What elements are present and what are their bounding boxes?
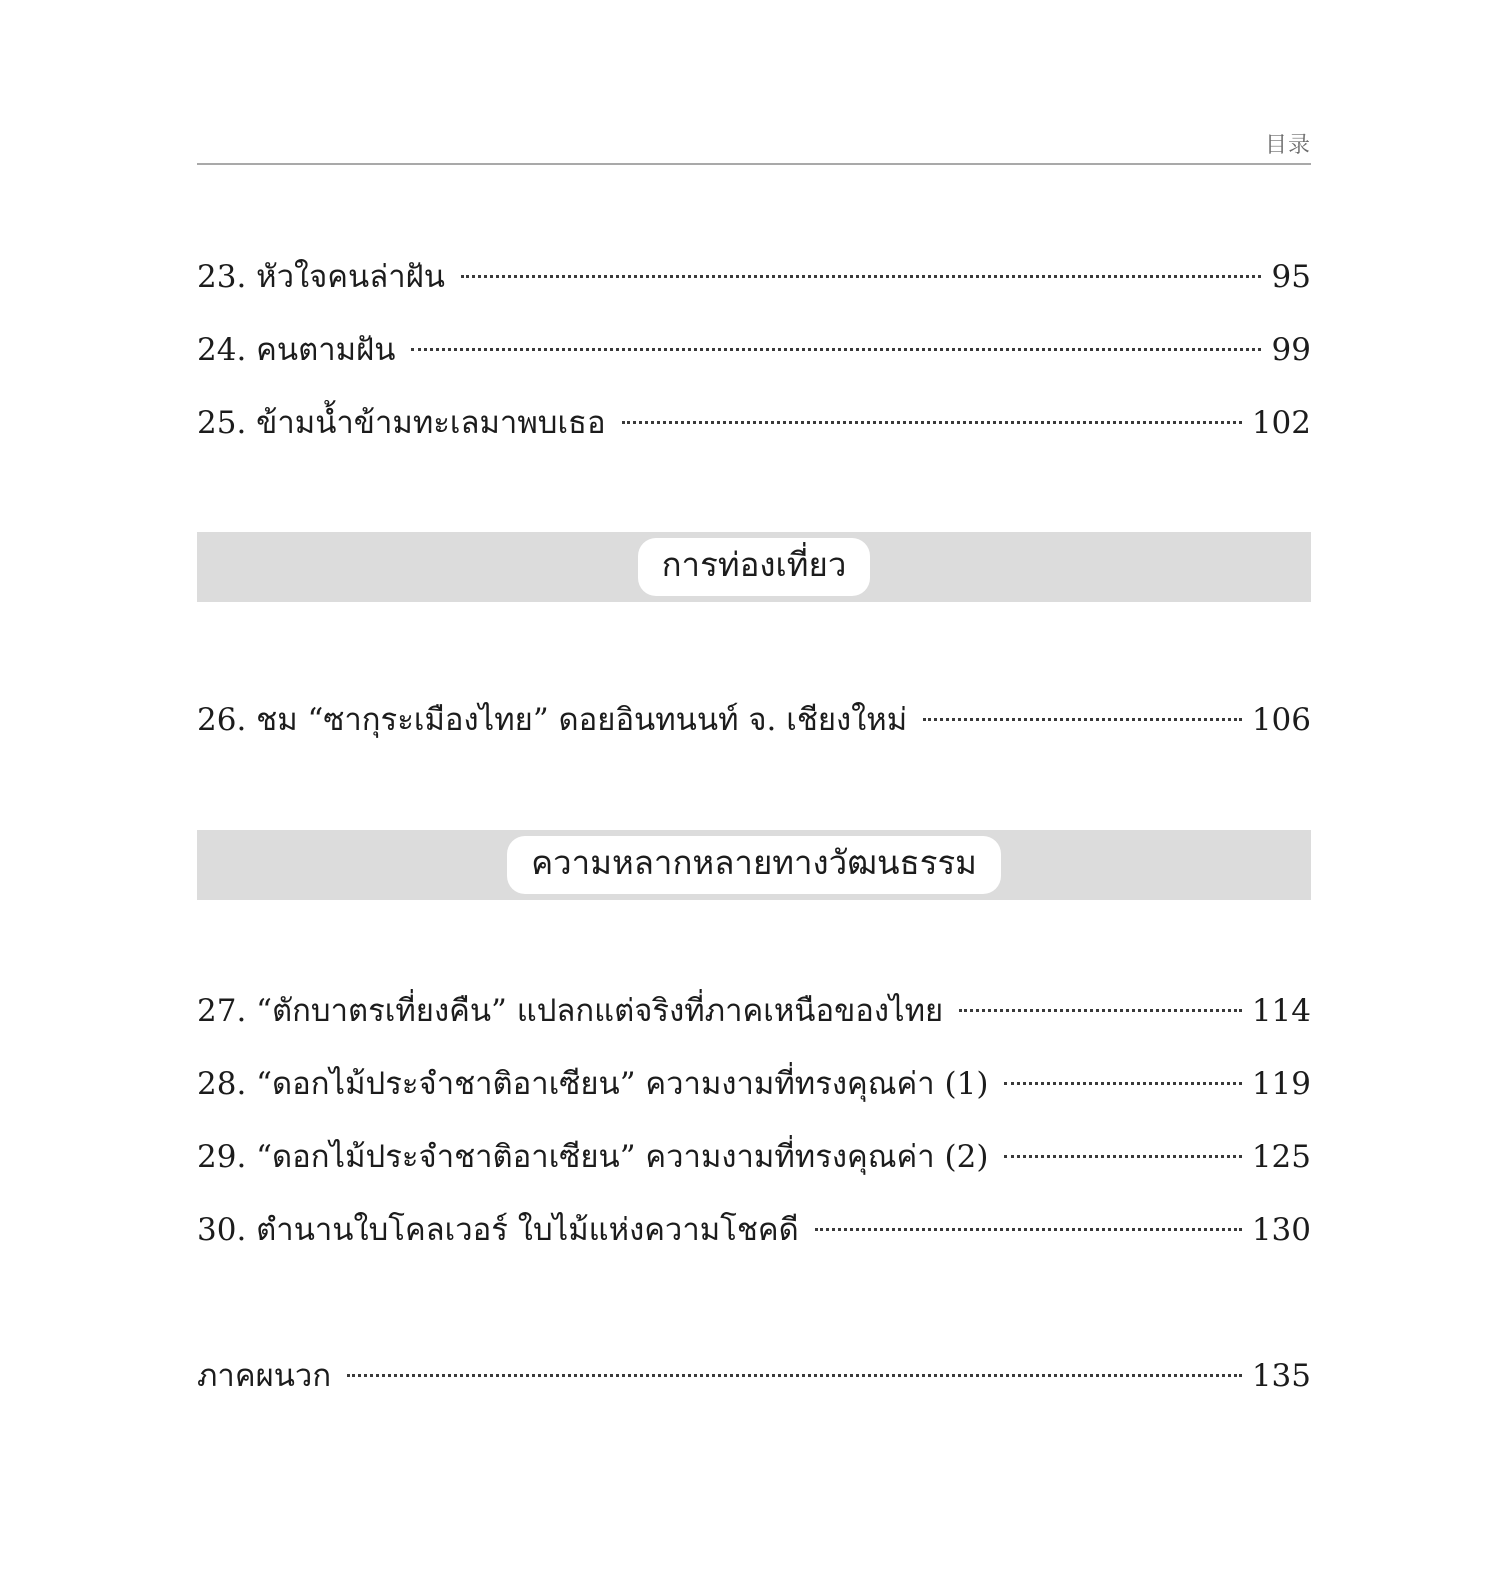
page-header (197, 126, 1311, 165)
section-header-travel (197, 532, 1311, 602)
toc-entry-page: 102 (1251, 405, 1311, 441)
dot-leader (923, 718, 1242, 721)
toc-entry-page: 106 (1251, 702, 1311, 738)
toc-entry-page: 130 (1251, 1212, 1311, 1248)
toc-entry-30[interactable] (197, 1205, 1311, 1255)
toc-entry-appendix[interactable] (197, 1351, 1311, 1401)
toc-entry-23[interactable] (197, 252, 1311, 302)
toc-entry-24[interactable] (197, 325, 1311, 375)
dot-leader (1004, 1155, 1241, 1158)
dot-leader (411, 348, 1261, 351)
toc-entry-page: 135 (1251, 1358, 1311, 1394)
toc-entry-title: 23. หัวใจคนล่าฝัน (197, 259, 445, 295)
dot-leader (347, 1374, 1242, 1377)
toc-entry-page: 119 (1251, 1066, 1311, 1102)
toc-entry-title: 26. ชม “ซากุระเมืองไทย” ดอยอินทนนท์ จ. เชียงใหม่ (197, 702, 908, 738)
toc-entry-25[interactable] (197, 398, 1311, 448)
toc-entry-title: 30. ตำนานใบโคลเวอร์ ใบไม้แห่งความโชคดี (197, 1212, 799, 1248)
dot-leader (959, 1009, 1242, 1012)
header-title: 目录 (1264, 133, 1311, 158)
toc-entry-title: 29. “ดอกไม้ประจำชาติอาเซียน” ความงามที่ทรงคุณค่า (2) (197, 1139, 989, 1175)
toc-entry-26[interactable] (197, 695, 1311, 745)
toc-entry-page: 95 (1271, 259, 1311, 295)
toc-entry-title: 25. ข้ามน้ำข้ามทะเลมาพบเธอ (197, 405, 606, 441)
section-header-cultural-diversity (197, 830, 1311, 900)
dot-leader (461, 275, 1261, 278)
toc-entry-title: 24. คนตามฝัน (197, 332, 396, 368)
section-label: การท่องเที่ยว (638, 538, 871, 596)
toc-entry-title: 28. “ดอกไม้ประจำชาติอาเซียน” ความงามที่ทรงคุณค่า (1) (197, 1066, 989, 1102)
toc-entry-27[interactable] (197, 986, 1311, 1036)
dot-leader (622, 421, 1242, 424)
dot-leader (815, 1228, 1242, 1231)
toc-entry-29[interactable] (197, 1132, 1311, 1182)
toc-entry-page: 125 (1251, 1139, 1311, 1175)
section-label: ความหลากหลายทางวัฒนธรรม (507, 836, 1001, 894)
toc-entry-title: ภาคผนวก (197, 1358, 332, 1394)
toc-entry-page: 114 (1251, 993, 1311, 1029)
toc-entry-28[interactable] (197, 1059, 1311, 1109)
toc-entry-title: 27. “ตักบาตรเที่ยงคืน” แปลกแต่จริงที่ภาคเหนือของไทย (197, 993, 944, 1029)
toc-entry-page: 99 (1271, 332, 1311, 368)
dot-leader (1004, 1082, 1241, 1085)
